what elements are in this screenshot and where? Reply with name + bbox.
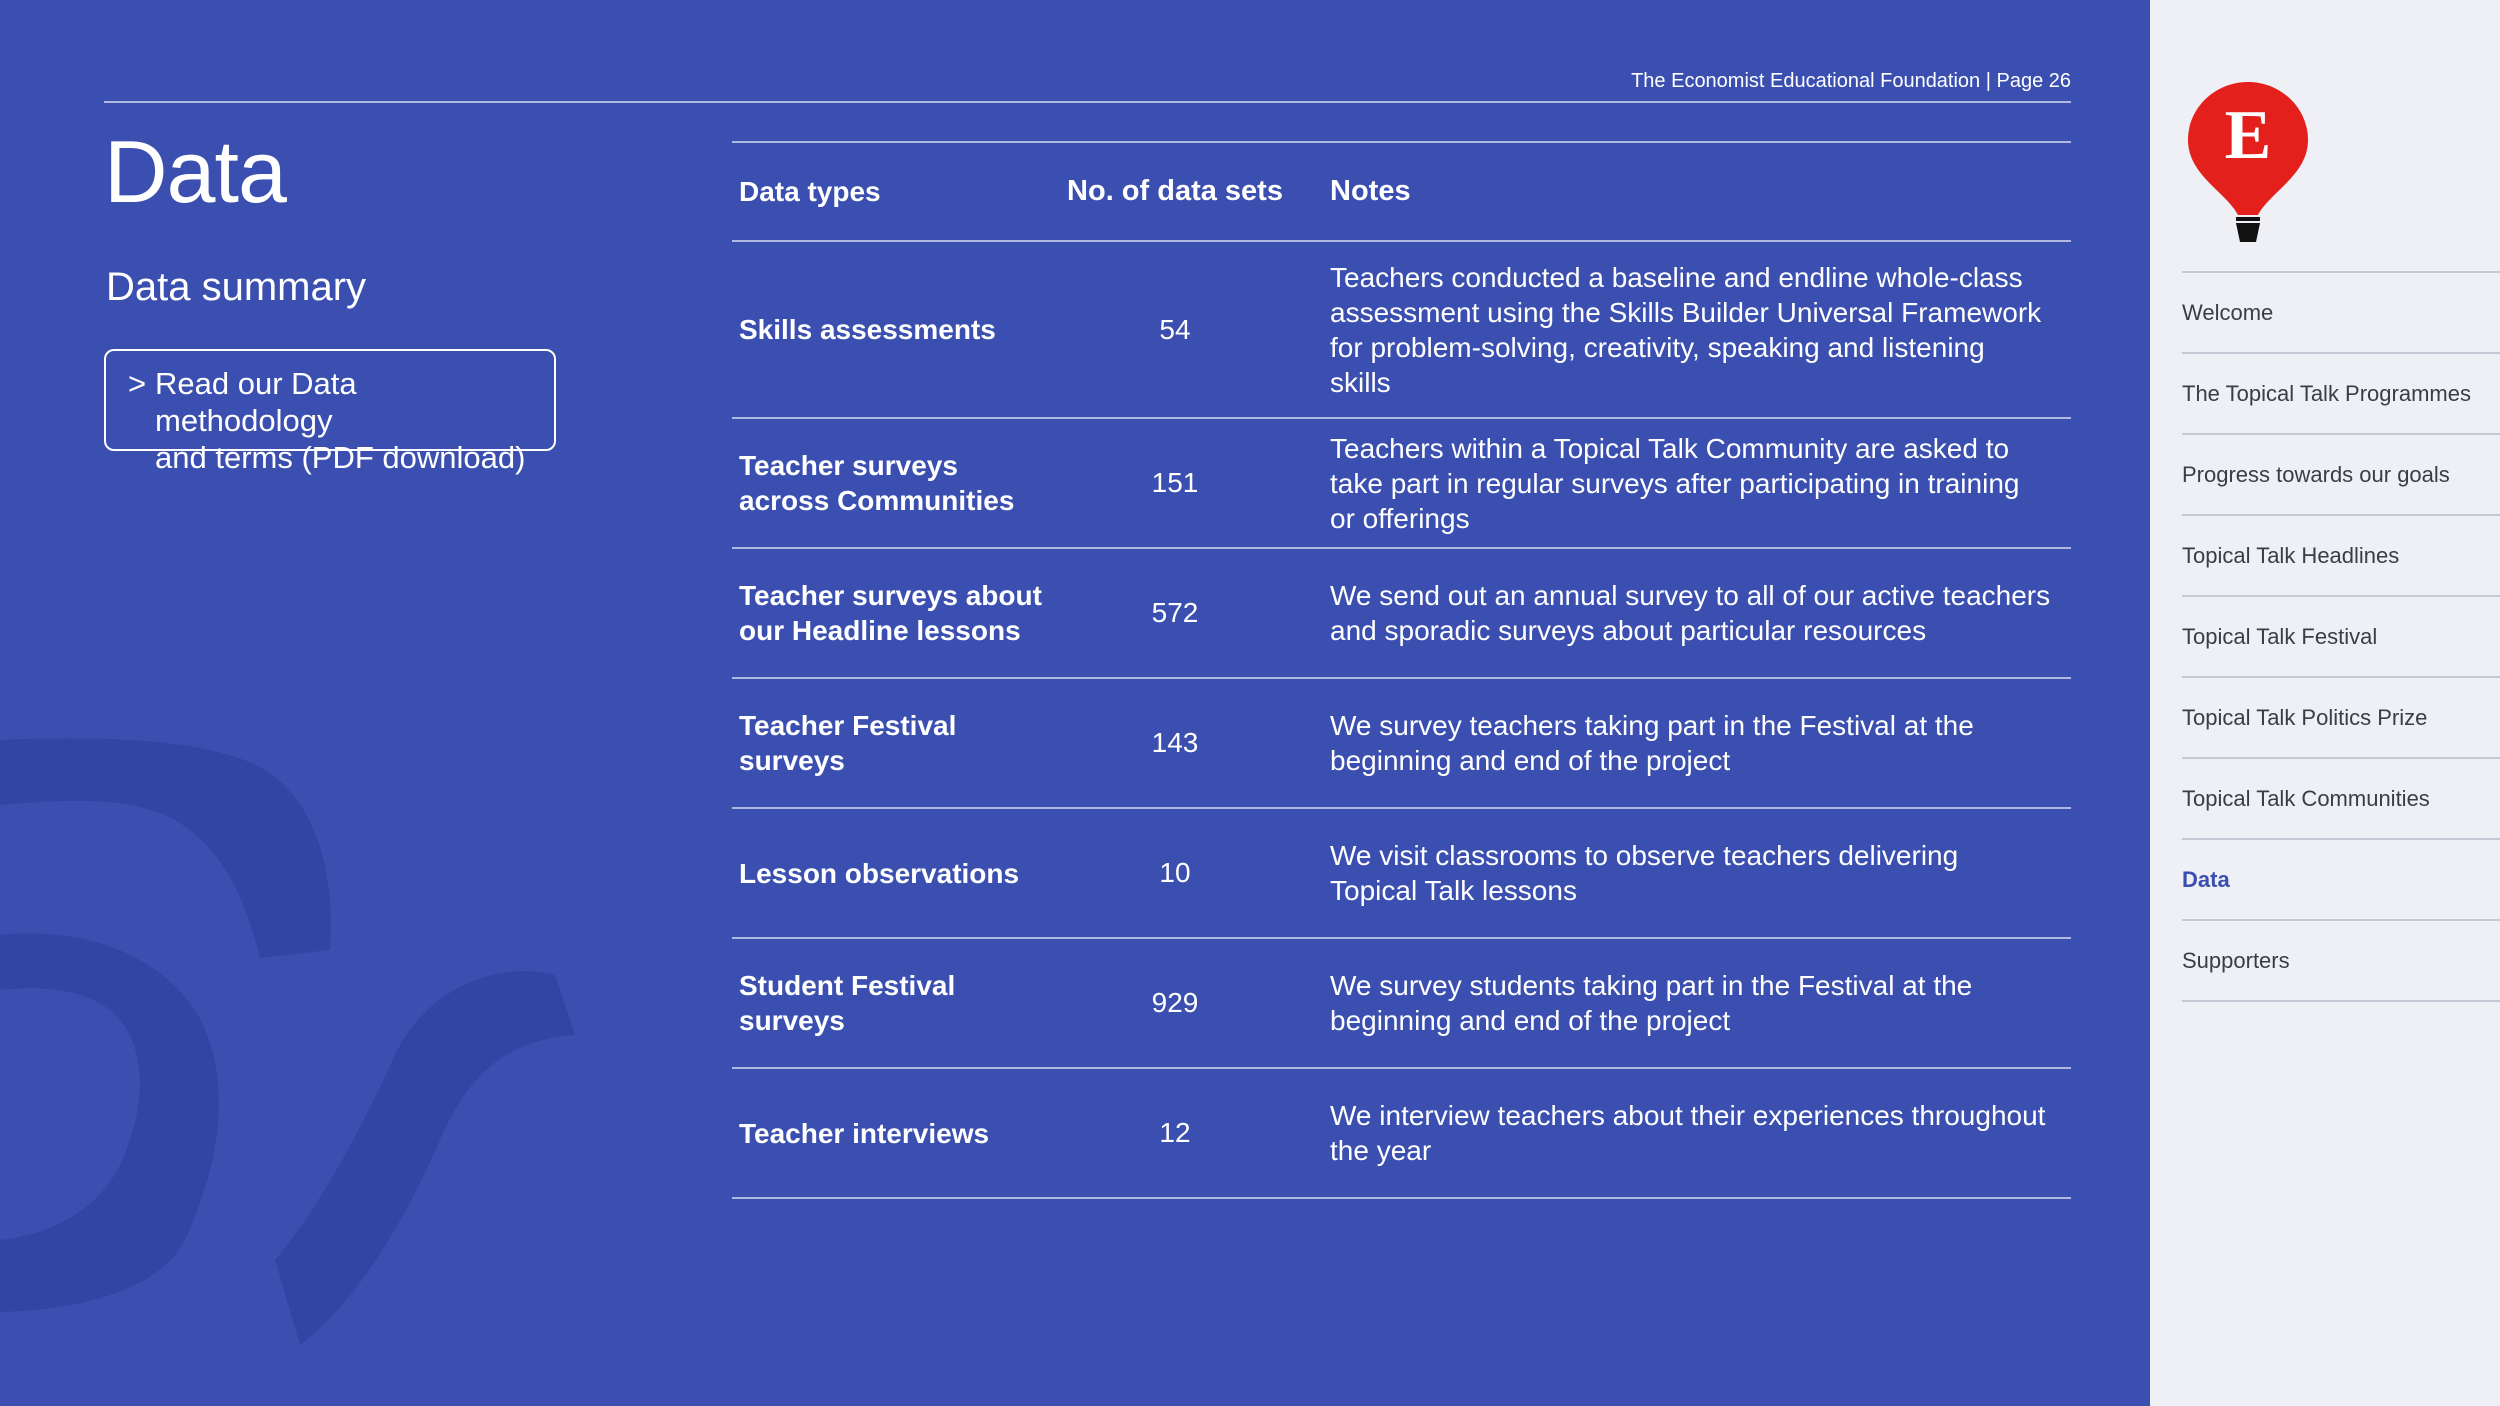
row-data-count: 143 <box>1151 727 1199 758</box>
row-notes: We survey students taking part in the Festival at the beginning and end of the project <box>1330 970 1973 1036</box>
header-data-sets: No. of data sets <box>1067 175 1283 207</box>
table-row <box>732 809 2071 939</box>
table-row <box>732 549 2071 679</box>
row-data-type: Lesson observations <box>739 857 1020 889</box>
row-notes: Teachers conducted a baseline and endline whole-class assessment using the Skills Builder Universal Framework for problem-solving, creativity, speaking and listening skills <box>1330 261 2042 398</box>
row-data-count: 12 <box>1159 1117 1191 1148</box>
row-data-type: Skills assessments <box>739 314 996 345</box>
sidebar-item-welcome[interactable]: Welcome <box>2182 273 2500 354</box>
table-row <box>732 419 2071 549</box>
sidebar-item-topical-talk-festival[interactable]: Topical Talk Festival <box>2182 597 2500 678</box>
row-notes: We interview teachers about their experiences throughout the year <box>1330 1100 2046 1166</box>
row-notes: We survey teachers taking part in the Festival at the beginning and end of the project <box>1330 710 1974 776</box>
row-data-count: 10 <box>1159 857 1191 888</box>
header-notes: Notes <box>1330 175 1411 207</box>
table-row <box>732 242 2071 419</box>
sidebar-nav <box>2182 271 2500 1002</box>
data-summary-table <box>732 141 2071 1199</box>
section-subtitle: Data summary <box>106 265 367 309</box>
row-data-count: 929 <box>1151 987 1199 1018</box>
top-rule <box>104 101 2071 103</box>
economist-balloon-logo-icon[interactable] <box>2186 80 2310 245</box>
row-data-type: Student Festival surveys <box>739 970 956 1036</box>
row-data-type: Teacher surveys about our Headline lessons <box>739 580 1042 646</box>
sidebar-item-data[interactable]: Data <box>2182 840 2500 921</box>
row-notes: We send out an annual survey to all of our active teachers and sporadic surveys about particular resources <box>1330 580 2051 646</box>
sidebar-item-progress-towards-goals[interactable]: Progress towards our goals <box>2182 435 2500 516</box>
chevron-right-icon: > <box>128 366 147 401</box>
page-header-info: The Economist Educational Foundation | Page 26 <box>1631 70 2071 92</box>
row-data-type: Teacher interviews <box>739 1117 990 1149</box>
sidebar-item-topical-talk-communities[interactable]: Topical Talk Communities <box>2182 759 2500 840</box>
sidebar <box>2150 0 2500 1406</box>
table-header-row <box>732 143 2071 242</box>
row-data-count: 151 <box>1151 467 1199 498</box>
row-notes: We visit classrooms to observe teachers delivering Topical Talk lessons <box>1330 840 1959 906</box>
sidebar-item-supporters[interactable]: Supporters <box>2182 921 2500 1002</box>
table-row <box>732 1069 2071 1199</box>
method-link-label: Read our Data methodology and terms (PDF download) <box>155 366 526 475</box>
table-row <box>732 679 2071 809</box>
sidebar-item-topical-talk-politics-prize[interactable]: Topical Talk Politics Prize <box>2182 678 2500 759</box>
sidebar-item-topical-talk-headlines[interactable]: Topical Talk Headlines <box>2182 516 2500 597</box>
header-data-types: Data types <box>739 176 881 207</box>
row-data-type: Teacher surveys across Communities <box>739 450 1015 516</box>
data-methodology-download-button[interactable] <box>104 349 556 475</box>
row-data-count: 572 <box>1151 597 1199 628</box>
row-data-count: 54 <box>1159 313 1191 345</box>
row-data-type: Teacher Festival surveys <box>739 710 957 776</box>
logo-letter: E <box>2224 97 2272 174</box>
sidebar-item-topical-talk-programmes[interactable]: The Topical Talk Programmes <box>2182 354 2500 435</box>
table-row <box>732 939 2071 1069</box>
row-notes: Teachers within a Topical Talk Community are asked to take part in regular surveys after participating in training or offerings <box>1330 432 2020 534</box>
page-title: Data <box>104 122 286 221</box>
